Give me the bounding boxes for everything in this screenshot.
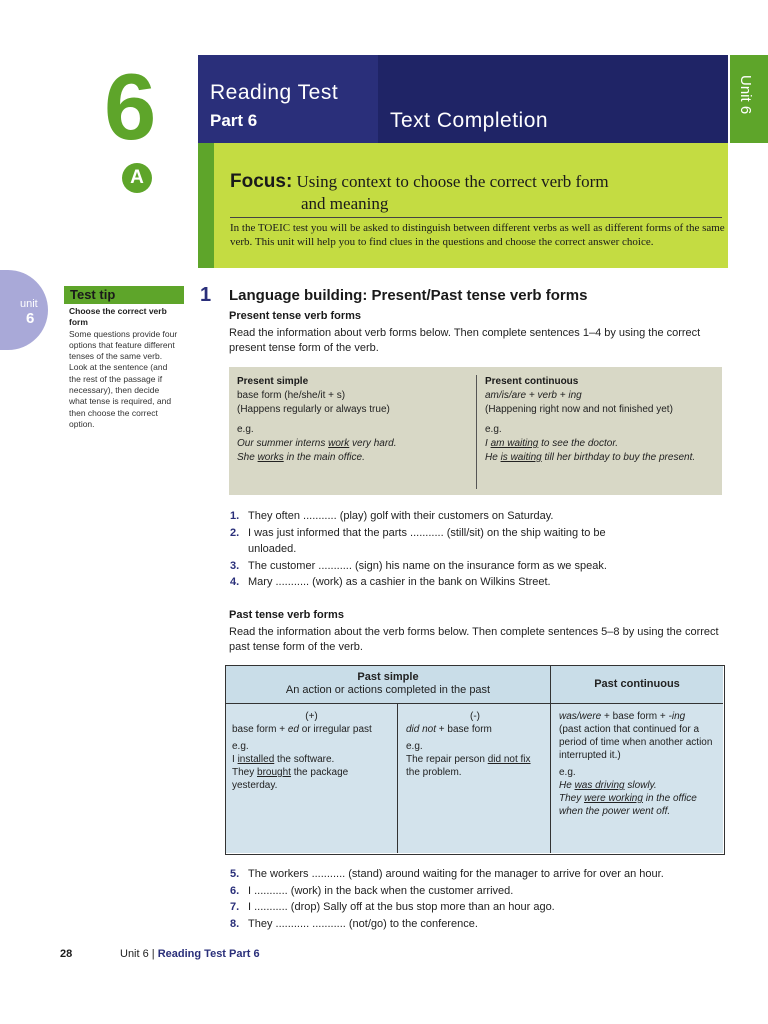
positive-sign: (+) bbox=[305, 711, 318, 722]
positive-formula: base form + ed or irregular past bbox=[232, 724, 372, 735]
margin-unit-number: 6 bbox=[26, 310, 35, 327]
present-continuous-column bbox=[485, 375, 717, 465]
focus-description: In the TOEIC test you will be asked to distinguish between different verbs as well as different forms of the same verb. This unit will help you to find clues in the questions and choose the correct answer choice. bbox=[230, 222, 725, 248]
list-item: 2. I was just informed that the parts ........... (still/sit) on the ship waiting to be unloaded. bbox=[230, 526, 606, 555]
section-number: 1 bbox=[200, 284, 212, 306]
unit-side-tab bbox=[730, 55, 768, 143]
list-item: 6. I ........... (work) in the back when the customer arrived. bbox=[230, 884, 514, 897]
present-simple-formula: base form (he/she/it + s) bbox=[237, 390, 346, 401]
focus-stripe bbox=[198, 143, 214, 268]
margin-unit-tab bbox=[0, 270, 48, 350]
past-negative-cell bbox=[398, 704, 551, 853]
past-sentences-list bbox=[230, 866, 725, 932]
test-tip-body bbox=[69, 306, 179, 430]
present-continuous-example-2: He is waiting till her birthday to buy the present. bbox=[485, 452, 696, 463]
past-simple-description: An action or actions completed in the past bbox=[285, 684, 491, 696]
header-part: Part 6 bbox=[210, 111, 258, 130]
positive-example-1: I installed the software. bbox=[232, 754, 335, 765]
past-simple-header-cell bbox=[226, 666, 551, 704]
present-simple-example-2: She works in the main office. bbox=[237, 452, 365, 463]
present-simple-column bbox=[237, 375, 469, 465]
test-tip-heading: Choose the correct verb form bbox=[69, 306, 167, 328]
test-tip-text: Some questions provide four options that feature different tenses of the same verb. Look at the sentence (and the rest of the passage if necessary), then decide what tense is required, and then choose the correct option. bbox=[69, 328, 178, 429]
present-instructions: Read the information about verb forms below. Then complete sentences 1–4 by using the correct present tense form of the verb. bbox=[229, 327, 701, 354]
negative-example: The repair person did not fix the problem. bbox=[406, 754, 531, 778]
continuous-usage: (past action that continued for a period of time when another action interrupted it.) bbox=[559, 724, 713, 761]
present-continuous-formula: am/is/are + verb + ing bbox=[485, 390, 582, 401]
list-item: 5. The workers ........... (stand) around waiting for the manager to arrive for over an hour. bbox=[230, 868, 664, 880]
continuous-example-1: He was driving slowly. bbox=[559, 780, 657, 791]
focus-label: Focus: bbox=[230, 171, 293, 192]
positive-eg: e.g. bbox=[232, 741, 249, 752]
present-continuous-usage: (Happening right now and not finished yet) bbox=[485, 404, 673, 415]
past-heading: Past tense verb forms bbox=[229, 609, 344, 621]
list-item: 8. They ........... ........... (not/go) to the conference. bbox=[230, 917, 478, 930]
page-number: 28 bbox=[60, 948, 73, 960]
present-simple-title: Present simple bbox=[237, 376, 309, 387]
present-simple-eg: e.g. bbox=[237, 424, 254, 435]
present-forms-box bbox=[229, 367, 722, 495]
present-simple-usage: (Happens regularly or always true) bbox=[237, 404, 390, 415]
past-simple-header: Past simple bbox=[357, 671, 419, 683]
focus-line1: Using context to choose the correct verb form bbox=[296, 172, 609, 191]
list-item: 7. I ........... (drop) Sally off at the bus stop more than an hour ago. bbox=[230, 901, 555, 913]
focus-line2: and meaning bbox=[301, 194, 389, 213]
continuous-formula: was/were + base form + -ing bbox=[559, 711, 686, 722]
past-positive-cell bbox=[226, 704, 398, 853]
present-continuous-eg: e.g. bbox=[485, 424, 502, 435]
header-left-panel bbox=[198, 55, 378, 143]
unit-side-tab-label: Unit 6 bbox=[737, 75, 754, 115]
footer-running-title bbox=[120, 948, 260, 960]
section-letter-badge: A bbox=[122, 163, 152, 193]
footer-unit: Unit 6 | bbox=[120, 948, 155, 960]
present-continuous-title: Present continuous bbox=[485, 376, 579, 387]
past-instructions: Read the information about the verb forms below. Then complete sentences 5–8 by using the correct past tense form of the verb. bbox=[229, 626, 719, 653]
list-item: 4. Mary ........... (work) as a cashier in the bank on Wilkins Street. bbox=[230, 576, 551, 588]
negative-formula: did not + base form bbox=[406, 724, 492, 735]
past-forms-table bbox=[225, 665, 725, 855]
negative-eg: e.g. bbox=[406, 741, 423, 752]
present-sentences-list bbox=[230, 508, 725, 591]
present-box-divider bbox=[476, 375, 477, 489]
section-title: Language building: Present/Past tense verb forms bbox=[229, 287, 588, 304]
focus-title bbox=[230, 171, 609, 215]
list-item: 1. They often ........... (play) golf with their customers on Saturday. bbox=[230, 510, 554, 522]
negative-sign: (-) bbox=[470, 711, 480, 722]
positive-example-2: They brought the package yesterday. bbox=[232, 767, 349, 791]
unit-number: 6 bbox=[104, 54, 157, 159]
past-continuous-cell bbox=[551, 704, 723, 853]
margin-unit-label: unit bbox=[20, 298, 38, 310]
list-item: 3. The customer ........... (sign) his name on the insurance form as we speak. bbox=[230, 559, 607, 572]
header-right-panel bbox=[378, 55, 728, 143]
footer-title: Reading Test Part 6 bbox=[157, 948, 260, 960]
focus-panel bbox=[198, 143, 728, 268]
header-reading-test: Reading Test bbox=[210, 81, 339, 104]
focus-divider bbox=[230, 217, 722, 218]
test-tip-title: Test tip bbox=[64, 286, 184, 304]
present-continuous-example-1: I am waiting to see the doctor. bbox=[485, 438, 619, 449]
past-continuous-header-cell bbox=[551, 666, 723, 704]
continuous-eg: e.g. bbox=[559, 767, 576, 778]
continuous-example-2: They were working in the office when the power went off. bbox=[559, 793, 697, 817]
header-title: Text Completion bbox=[390, 109, 549, 132]
present-heading: Present tense verb forms bbox=[229, 310, 362, 322]
present-simple-example-1: Our summer interns work very hard. bbox=[237, 438, 397, 449]
past-continuous-header: Past continuous bbox=[594, 678, 680, 690]
